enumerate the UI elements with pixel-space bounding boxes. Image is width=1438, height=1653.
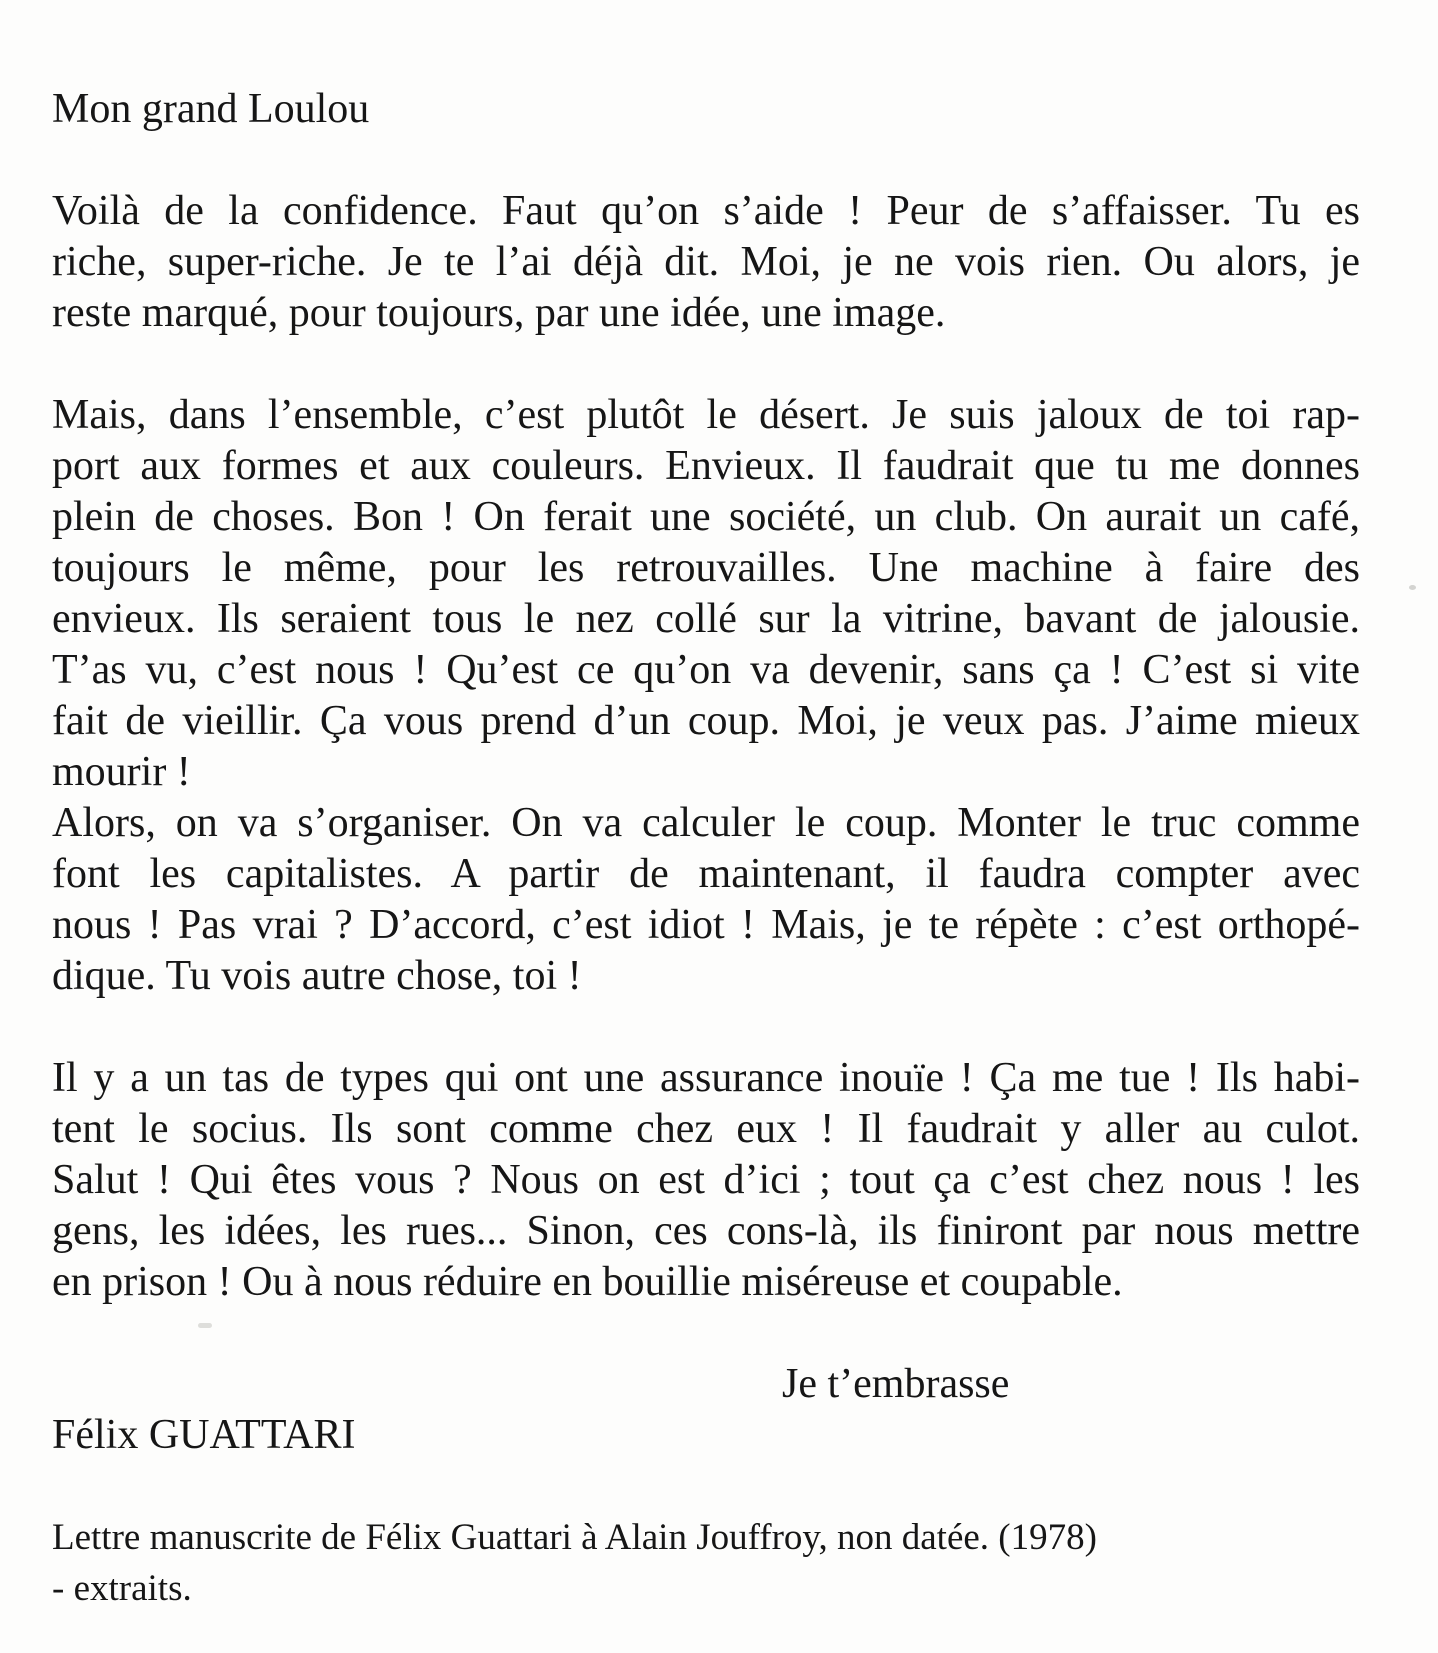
text-line: reste marqué, pour toujours, par une idée, une image. xyxy=(52,290,946,336)
text-line: Mais, dans l’ensemble, c’est plutôt le désert. Je suis jaloux de toi rap- xyxy=(52,392,1360,438)
text-line: plein de choses. Bon ! On ferait une société, un club. On aurait un café, xyxy=(52,494,1360,540)
text-line: port aux formes et aux couleurs. Envieux. Il faudrait que tu me donnes xyxy=(52,443,1360,489)
caption xyxy=(52,1512,1360,1614)
paragraph-3 xyxy=(52,1053,1360,1308)
text-line: toujours le même, pour les retrouvailles. Une machine à faire des xyxy=(52,545,1360,591)
text-line: font les capitalistes. A partir de maintenant, il faudra compter avec xyxy=(52,851,1360,897)
text-line: T’as vu, c’est nous ! Qu’est ce qu’on va devenir, sans ça ! C’est si vite xyxy=(52,647,1360,693)
paragraph-2 xyxy=(52,390,1360,1002)
scan-speck xyxy=(198,1323,212,1328)
caption-line-1: Lettre manuscrite de Félix Guattari à Alain Jouffroy, non datée. (1978) xyxy=(52,1517,1097,1558)
text-line: mourir ! xyxy=(52,749,191,795)
scan-speck xyxy=(1409,585,1416,590)
text-line: dique. Tu vois autre chose, toi ! xyxy=(52,953,582,999)
paragraph-1 xyxy=(52,186,1360,339)
text-line: nous ! Pas vrai ? D’accord, c’est idiot ! Mais, je te répète : c’est orthopé- xyxy=(52,902,1360,948)
text-line: Salut ! Qui êtes vous ? Nous on est d’ici ; tout ça c’est chez nous ! les xyxy=(52,1157,1360,1203)
text-line: gens, les idées, les rues... Sinon, ces cons-là, ils finiront par nous mettre xyxy=(52,1208,1360,1254)
text-line: Voilà de la confidence. Faut qu’on s’aide ! Peur de s’affaisser. Tu es xyxy=(52,188,1360,234)
text-line: tent le socius. Ils sont comme chez eux ! Il faudrait y aller au culot. xyxy=(52,1106,1360,1152)
text-line: Il y a un tas de types qui ont une assurance inouïe ! Ça me tue ! Ils habi- xyxy=(52,1055,1360,1101)
text-line: envieux. Ils seraient tous le nez collé sur la vitrine, bavant de jalousie. xyxy=(52,596,1360,642)
letter-page xyxy=(52,0,1360,1614)
text-line: fait de vieillir. Ça vous prend d’un coup. Moi, je veux pas. J’aime mieux xyxy=(52,698,1360,744)
text-line: Alors, on va s’organiser. On va calculer le coup. Monter le truc comme xyxy=(52,800,1360,846)
salutation: Mon grand Loulou xyxy=(52,86,370,132)
text-line: riche, super-riche. Je te l’ai déjà dit. Moi, je ne vois rien. Ou alors, je xyxy=(52,239,1360,285)
caption-line-2: - extraits. xyxy=(52,1568,192,1609)
closing-formula: Je t’embrasse xyxy=(782,1361,1010,1407)
signature: Félix GUATTARI xyxy=(52,1412,356,1458)
text-line: en prison ! Ou à nous réduire en bouillie miséreuse et coupable. xyxy=(52,1259,1123,1305)
